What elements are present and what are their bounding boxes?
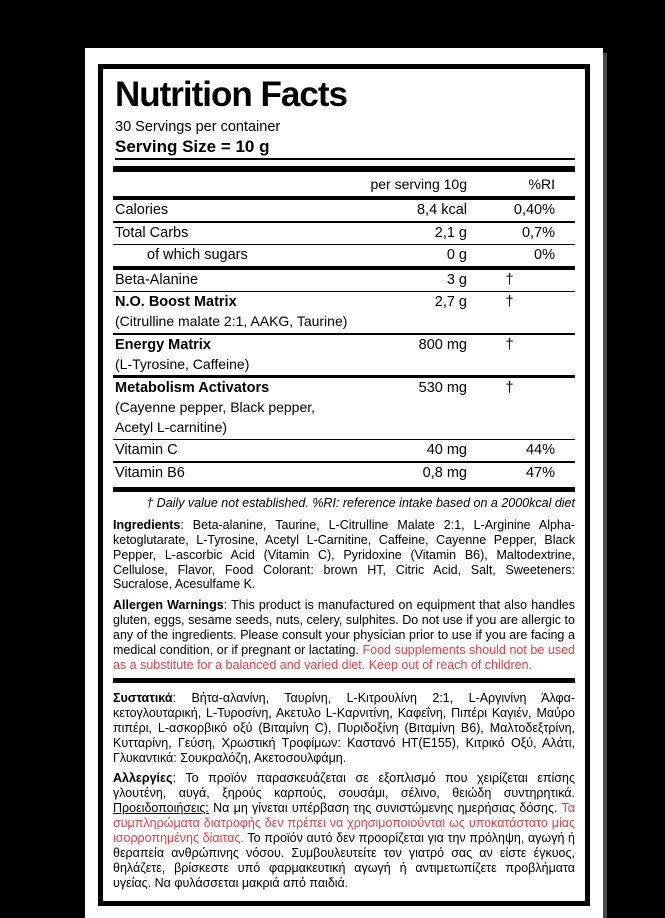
nutrient-name: Energy Matrix <box>115 336 211 353</box>
table-header-amount: per serving 10g <box>370 176 467 193</box>
nutrient-amount: 8,4 kcal <box>417 202 467 219</box>
nutrient-name: N.O. Boost Matrix <box>115 294 237 311</box>
table-row <box>113 463 575 484</box>
nutrition-label <box>85 48 603 918</box>
text-segment-red: Τα συμπληρώματα διατροφής δεν πρέπει να χρησιμοποιούνται ως υποκατάστατο μίας ισορροπημένης δίαιτας. <box>113 801 575 846</box>
nutrient-amount: 530 mg <box>418 380 467 397</box>
nutrient-amount: 2,1 g <box>434 224 467 241</box>
divider-bar-language-section <box>113 678 575 683</box>
table-row <box>113 378 575 399</box>
text-segment-normal: : This product is manufactured on equipment that also handles gluten, eggs, sesame seeds, nuts, celery, sulphites. Do not use if you are allergic to any of the ingredients. Please consult your physician prior to use if you are facing a medical condition, or if pregnant or lactating. <box>113 598 576 658</box>
table-row <box>113 245 575 266</box>
nutrient-name: Beta-Alanine <box>115 272 199 289</box>
nutrient-name: Calories <box>115 202 169 219</box>
nutrient-ri: 0,40% <box>513 202 555 219</box>
greek-allergen-paragraph <box>113 771 575 890</box>
nutrient-ri: † <box>505 336 514 353</box>
text-segment-red: Food supplements should not be used as a substitute for a balanced and varied diet. Keep out of reach of children. <box>113 643 576 672</box>
nutrient-amount: 800 mg <box>418 336 467 353</box>
text-segment-normal: Να μη γίνεται υπέρβαση της συνιστώμενης ημερήσιας δόσης. <box>208 801 562 816</box>
allergen-warnings-paragraph <box>113 598 575 673</box>
nutrient-ri: 44% <box>525 442 555 459</box>
nutrient-subingredients: (Citrulline malate 2:1, AAKG, Taurine) <box>115 313 348 330</box>
table-row <box>113 292 575 313</box>
nutrient-ri: † <box>505 380 514 397</box>
text-segment-normal: : Βήτα-αλανίνη, Ταυρίνη, L-Κιτρουλίνη 2:1, L-Αργινίνη Άλφα-κετογλουταρική, L-Τυροσίνη, Ακετυλο L-Καρνιτίνη, Καφεΐνη, Πιπέρι Καγιέν, Μαύρο πιπέρι, L-ασκορβικό οξύ (Βιταμίνη C), Πυριδοξίνη (Βιταμίνη B6), Μαλτοδεξτρίνη, Κυτταρίνη, Γεύση, Χρωστική Τροφίμων: Καστανό HT(E155), Κιτρικό Οξύ, Αλάτι, Γλυκαντικά: Σουκραλόζη, Ακετοσουλφάμη. <box>113 690 575 765</box>
nutrient-name: Total Carbs <box>115 224 189 241</box>
label-title: Nutrition Facts <box>115 75 347 114</box>
servings-per-container: 30 Servings per container <box>115 119 281 135</box>
table-row <box>113 335 575 356</box>
nutrient-name: of which sugars <box>147 247 248 264</box>
nutrient-ri: 0% <box>534 247 555 264</box>
nutrient-subingredients: (L-Tyrosine, Caffeine) <box>115 355 250 372</box>
daily-value-footnote: † Daily value not established. %RI: reference intake based on a 2000kcal diet <box>146 495 575 510</box>
label-frame <box>98 64 590 906</box>
text-segment-normal: : Beta-alanine, Taurine, L-Citrulline Malate 2:1, L-Arginine Alpha-ketoglutarate, L-Tyrosine, Acetyl L-Carnitine, Caffeine, Cayenne Pepper, Black Pepper, L-ascorbic Acid (Vitamin C), Pyridoxine (Vitamin B6), Maltodextrine, Cellulose, Flavor, Food Colorant: brown HT, Citric Acid, Salt, Sweeteners: Sucralose, Acesulfame K. <box>113 517 575 592</box>
table-row <box>113 270 575 291</box>
table-row <box>113 440 575 461</box>
text-segment-bold: Allergen Warnings <box>113 598 224 613</box>
nutrient-ri: † <box>505 272 514 289</box>
nutrient-amount: 0 g <box>446 247 467 264</box>
nutrient-name: Metabolism Activators <box>115 380 270 397</box>
table-row <box>113 200 575 221</box>
table-header-ri: %RI <box>528 176 555 193</box>
nutrient-ri: † <box>505 294 514 311</box>
nutrient-subingredients: Acetyl L-carnitine) <box>115 419 228 436</box>
text-segment-bold: Ingredients <box>113 517 181 532</box>
nutrient-amount: 2,7 g <box>434 294 467 311</box>
nutrient-amount: 3 g <box>446 272 467 289</box>
nutrient-table <box>113 200 575 484</box>
text-segment-normal: Το προϊόν αυτό δεν προορίζεται για την πρόληψη, αγωγή ή θεραπεία ανθρώπινης νόσου. Συμβουλευτείτε τον γιατρό σας αν είστε έγκυος, θηλάζετε, βρίσκεστε υπό φαρμακευτική αγωγή ή αντιμετωπίζετε προβλήματα υγείας. Να φυλάσσεται μακριά από παιδιά. <box>113 831 575 890</box>
text-segment-normal: : Το προϊόν παρασκευάζεται σε εξοπλισμό που χειρίζεται επίσης γλουτένη, αυγά, ξηρούς καρπούς, σουσάμι, σέλινο, θειώδη συντηρητικά. <box>113 771 575 801</box>
greek-ingredients-paragraph <box>113 691 575 766</box>
ingredients-paragraph <box>113 518 575 593</box>
nutrient-amount: 40 mg <box>426 442 467 459</box>
nutrient-name: Vitamin B6 <box>115 464 185 481</box>
nutrient-subingredients: (Cayenne pepper, Black pepper, <box>115 399 316 416</box>
table-row <box>113 223 575 244</box>
nutrient-amount: 0,8 mg <box>422 464 467 481</box>
nutrient-ri: 0,7% <box>521 224 555 241</box>
text-segment-underline: Προειδοποιήσεις: <box>113 801 209 816</box>
nutrient-name: Vitamin C <box>115 442 178 459</box>
text-segment-bold: Αλλεργίες <box>113 771 173 786</box>
serving-size: Serving Size = 10 g <box>115 137 575 161</box>
nutrient-ri: 47% <box>525 464 555 481</box>
table-header-row <box>113 172 575 194</box>
text-segment-bold: Συστατικά <box>113 690 173 705</box>
